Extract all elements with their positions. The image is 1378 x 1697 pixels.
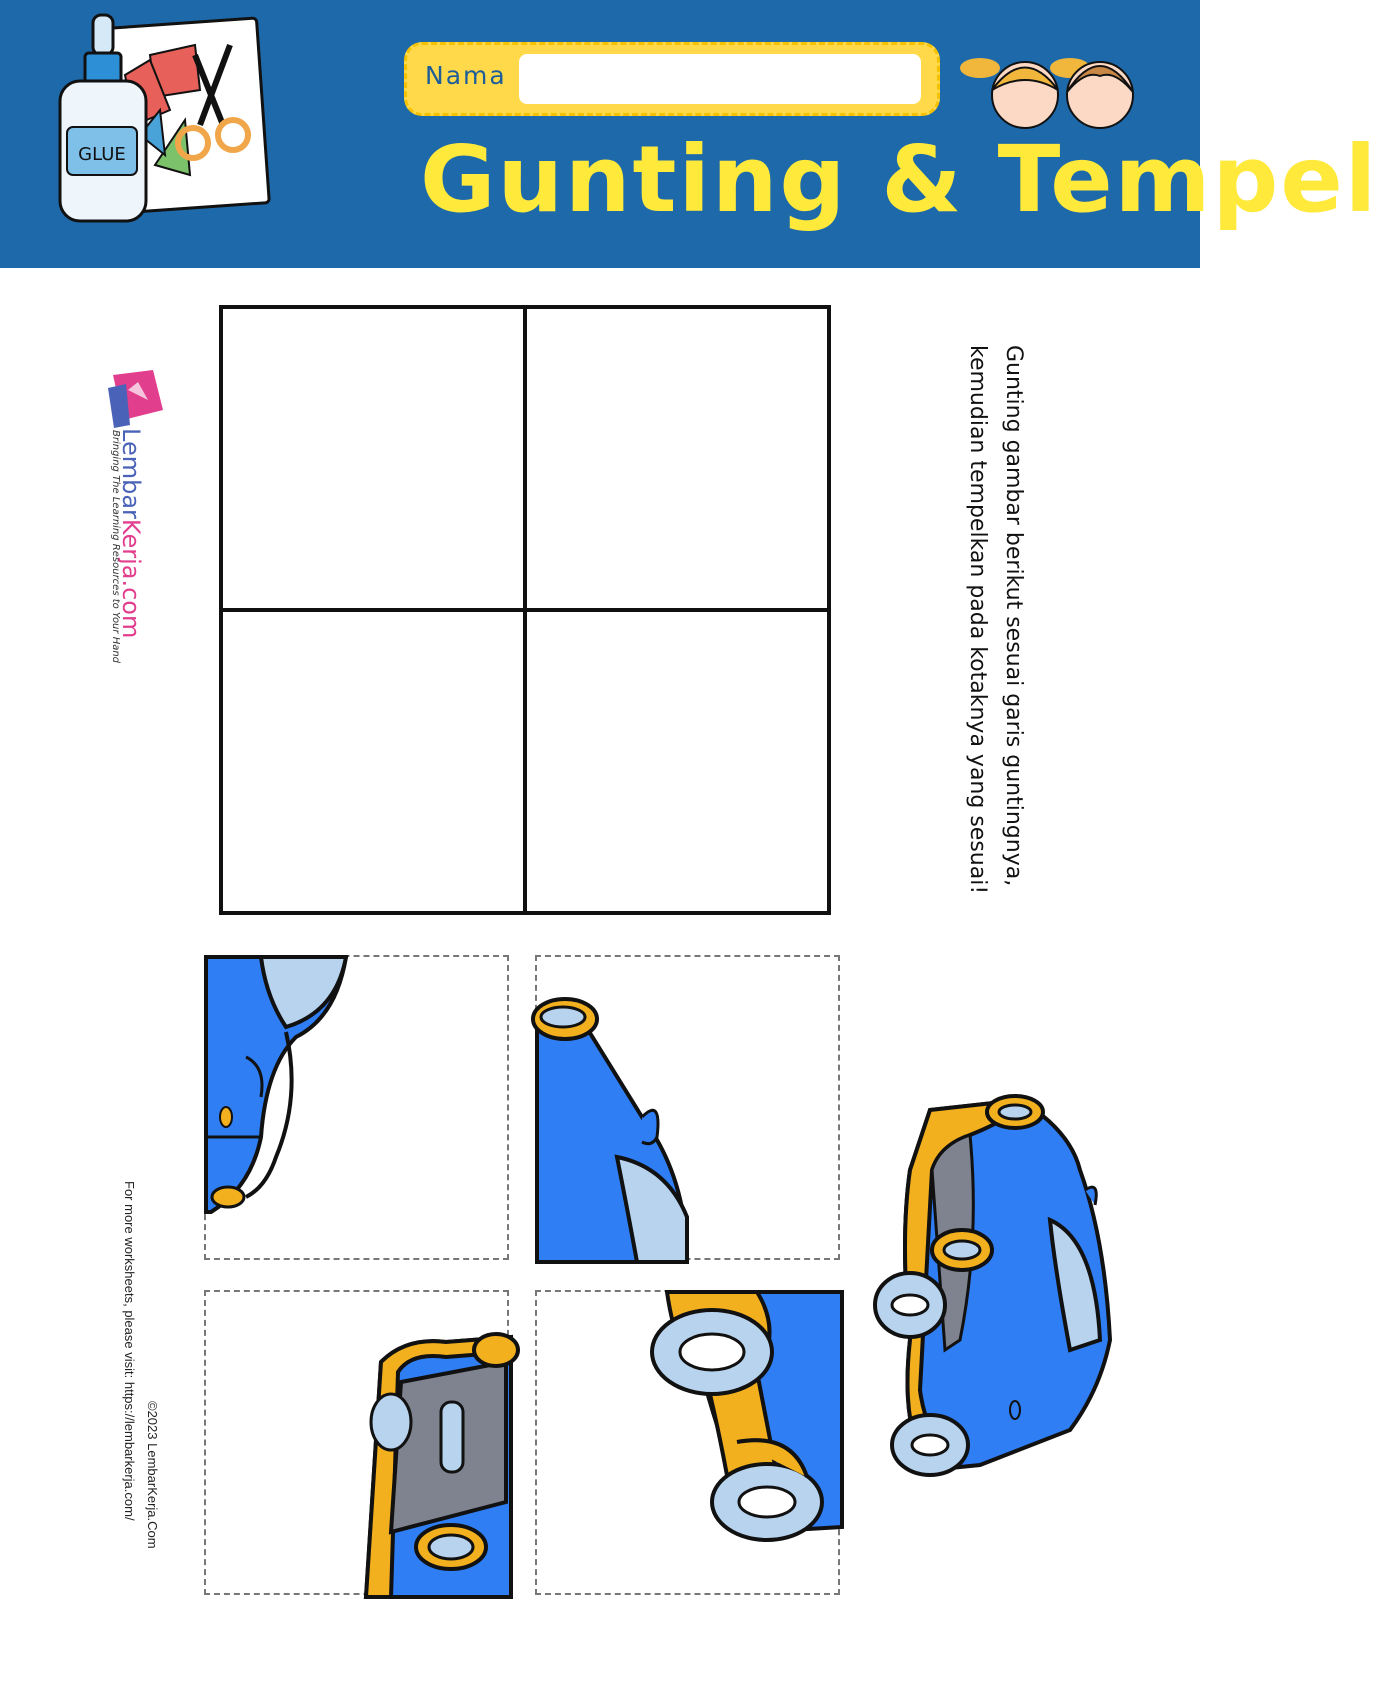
cut-piece-bottom-right[interactable] [535, 1290, 840, 1595]
page-title: Gunting & Tempel [420, 126, 1378, 233]
answer-grid [219, 305, 831, 915]
answer-cell-bottom-right[interactable] [525, 610, 827, 911]
instruction-line-2: kemudian tempelkan pada kotaknya yang sesuai! [965, 345, 990, 895]
car-rear-side-image [206, 1292, 511, 1597]
two-children-faces-icon [950, 40, 1140, 130]
answer-cell-bottom-left[interactable] [223, 610, 525, 911]
brand-name-part1: Lembar [117, 428, 145, 519]
brand-name [117, 428, 145, 638]
instructions [959, 345, 1031, 894]
brand-tagline: Bringing The Learning Resources to Your Hand [110, 430, 121, 664]
glue-scissors-paper-icon [55, 15, 285, 235]
car-rear-quarter-image [206, 957, 511, 1262]
visit-text: For more worksheets, please visit: https://lembarkerja.com/ [122, 1181, 137, 1521]
car-front-quarter-image [537, 957, 842, 1262]
name-input[interactable] [519, 54, 921, 104]
cut-piece-top-left[interactable] [204, 955, 509, 1260]
glue-label: GLUE [78, 144, 126, 165]
copyright-text: ©2023 LembarKerja.Com [145, 1401, 160, 1549]
header-banner [0, 0, 1378, 268]
instruction-line-1: Gunting gambar berikut sesuai garis guntingnya, [1001, 345, 1026, 887]
car-front-wheels-image [537, 1292, 842, 1597]
answer-cell-top-right[interactable] [525, 309, 827, 610]
blue-car-reference [870, 1090, 1120, 1510]
lembarkerja-book-logo [108, 370, 168, 430]
brand-name-part2: Kerja.com [117, 518, 145, 639]
cut-piece-bottom-left[interactable] [204, 1290, 509, 1595]
name-field-container [404, 42, 940, 116]
answer-cell-top-left[interactable] [223, 309, 525, 610]
name-label: Nama [425, 61, 507, 90]
cut-piece-top-right[interactable] [535, 955, 840, 1260]
